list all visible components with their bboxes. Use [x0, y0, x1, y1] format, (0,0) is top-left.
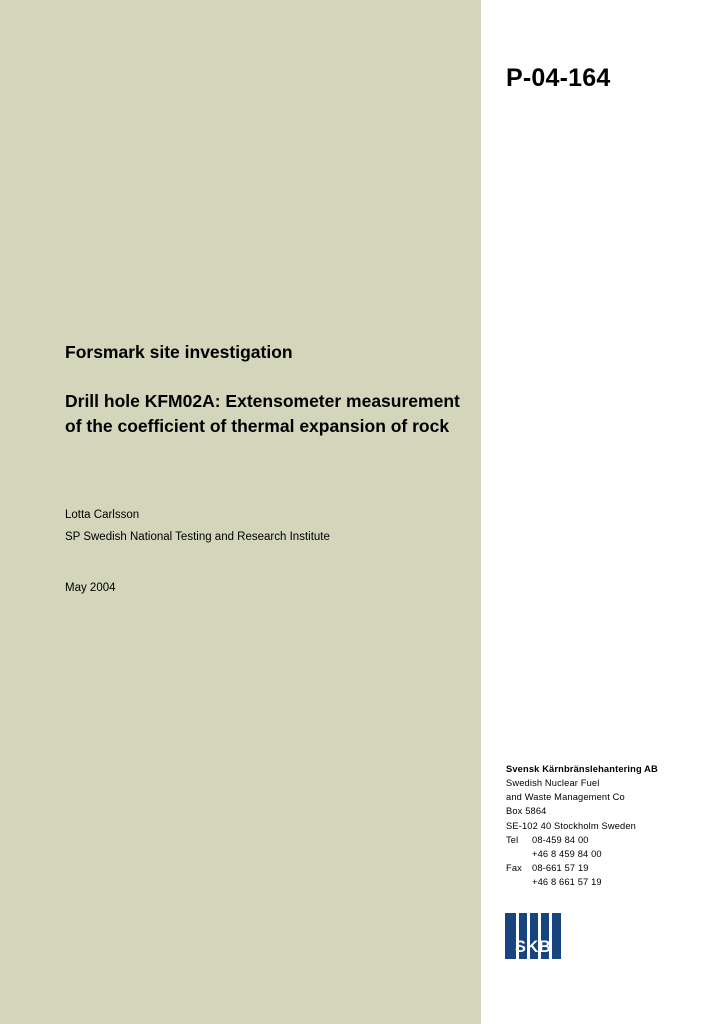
- tel-number-international: +46 8 459 84 00: [532, 848, 602, 859]
- author-name: Lotta Carlsson: [65, 509, 140, 521]
- publisher-box: Box 5864: [506, 806, 547, 817]
- publisher-name: Svensk Kärnbränslehantering AB: [506, 764, 658, 774]
- publisher-fax-row: [506, 861, 658, 875]
- fax-number-international: +46 8 661 57 19: [532, 877, 602, 887]
- publisher-block: [506, 762, 658, 889]
- title-block: [65, 342, 465, 440]
- report-number: P-04-164: [506, 64, 611, 92]
- fax-label: Fax: [506, 862, 522, 873]
- author-affiliation: SP Swedish National Testing and Research Institute: [65, 531, 330, 544]
- series-title: Forsmark site investigation: [65, 342, 293, 362]
- publisher-tel-row-intl: [506, 847, 658, 861]
- publisher-line-1: Swedish Nuclear Fuel: [506, 778, 600, 789]
- publisher-address: SE-102 40 Stockholm Sweden: [506, 820, 636, 831]
- tel-number-national: 08-459 84 00: [532, 834, 589, 845]
- publisher-fax-row-intl: [506, 875, 658, 889]
- logo-text: SKB: [514, 938, 552, 956]
- skb-logo: [505, 913, 561, 959]
- publisher-tel-row: [506, 833, 658, 847]
- author-block: [65, 504, 465, 549]
- page-title: Drill hole KFM02A: Extensometer measurement of the coefficient of thermal expansion of rock: [65, 391, 460, 437]
- tel-label: Tel: [506, 834, 519, 845]
- publisher-line-2: and Waste Management Co: [506, 792, 625, 803]
- fax-number-national: 08-661 57 19: [532, 862, 589, 873]
- publication-date: May 2004: [65, 582, 116, 594]
